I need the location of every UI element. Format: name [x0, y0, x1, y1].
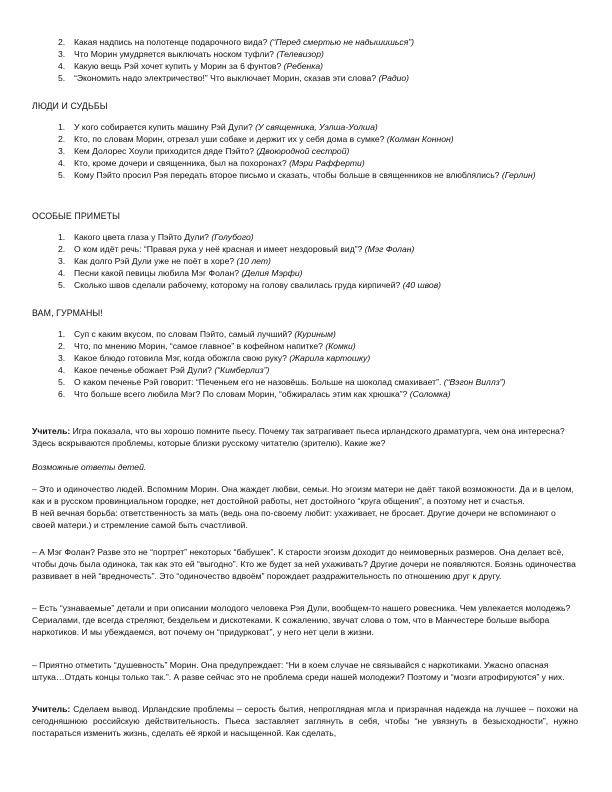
quiz-list-people — [50, 121, 570, 181]
list-item: 6. Что больше всего любила Мэг? По словам Морин, “обжиралась этим как хрюшка”? (Соломка) — [58, 389, 451, 399]
answer-paragraph-1: – Это и одиночество людей. Вспомним Морин. Она жаждет любви, семьи. Но эгоизм матери не даёт такой возможности. Да и в целом, как и в русском провинциальном городке, нет достойной работы, нет достойного “круга общения”, а поэтому нет и счастья. В ней вечная борьба: ответственность за мать (ведь она по-своему любит: ухаживает, не бросает. Другие дочери не вспоминают о своей матери.) и стремление самой быть счастливой. — [32, 484, 574, 530]
quiz-list-continued — [50, 36, 570, 84]
list-item: 5. Кому Пэйто просил Рэя передать второе письмо и сказать, чтобы больше в священников не влюблялись? (Герлин) — [58, 170, 536, 180]
answer-paragraph-2: – А Мэг Фолан? Разве это не “портрет” некоторых “бабушек”. К старости эгоизм доходит до неимоверных размеров. Она делает всё, чтобы дочь была одинока, так как это ей “выгодно”. Кто же будет за ней ухаживать? Другие дочери не появляются. Боязнь одиночества развивает в ней “вредночесть”. Это “одиночество вдвоём” порождает раздражительность по отношению друг к другу. — [32, 547, 576, 581]
list-item: 2. Кто, по словам Морин, отрезал уши собаке и держит их у себя дома в сумке? (Колман Коннон) — [58, 134, 454, 144]
list-item: 2. О ком идёт речь: “Правая рука у неё красная и имеет нездоровый вид”? (Мэг Фолан) — [58, 244, 415, 254]
list-item: 5. О каком печенье Рэй говорит: “Печеньем его не назовёшь. Больше на шоколад смахивает”. (“Вэгон Виллз”) — [58, 377, 506, 387]
list-item: 3. Что Морин умудряется выключать носком туфли? (Телевизор) — [58, 49, 324, 59]
section-heading-gourmets: ВАМ, ГУРМАНЫ! — [32, 308, 103, 318]
list-item: 1. У кого собирается купить машину Рэй Дули? (У священника, Уэлша-Уолша) — [58, 122, 378, 132]
quiz-list-gourmets — [50, 328, 570, 400]
list-item: 4. Песни какой певицы любила Мэг Фолан? (Делия Мэрфи) — [58, 268, 303, 278]
answer-paragraph-3: – Есть “узнаваемые” детали и при описании молодого человека Рэя Дули, вообщем-то нашего ровесника. Чем увлекается молодежь? Сериалами, где всегда стреляют, бездельем и дискотеками. К сожалению, звучат слова о том, что в Манчестере больше выбора наркотиков. И мы убеждаемся, вот почему он “придурковат”, у него нет цели в жизни. — [32, 603, 571, 637]
list-item: 5. “Экономить надо электричество!” Что выключает Морин, сказав эти слова? (Радио) — [58, 73, 410, 83]
list-item: 4. Какое печенье обожает Рэй Дули? (“Кимберлиз”) — [58, 365, 270, 375]
list-item: 3. Кем Долорес Хоули приходится дяде Пэйто? (Двоюродной сестрой) — [58, 146, 350, 156]
answers-label: Возможные ответы детей. — [32, 462, 147, 472]
speaker-label: Учитель: — [32, 426, 71, 436]
list-item: 4. Какую вещь Рэй хочет купить у Морин за 6 фунтов? (Ребенка) — [58, 61, 323, 71]
list-item: 2. Какая надпись на полотенце подарочного вида? (“Перед смертью не надышишься”) — [58, 37, 415, 47]
list-item: 2. Что, по мнению Морин, “самое главное” в кофейном напитке? (Комки) — [58, 341, 356, 351]
speaker-label: Учитель: — [32, 704, 71, 714]
list-item: 3. Как долго Рэй Дули уже не поёт в хоре? (10 лет) — [58, 256, 271, 266]
list-item: 3. Какое блюдо готовила Мэг, когда обожгла свою руку? (Жарила картошку) — [58, 353, 371, 363]
list-item: 1. Какого цвета глаза у Пэйто Дули? (Голубого) — [58, 232, 254, 242]
list-item: 1. Суп с каким вкусом, по словам Пэйто, самый лучший? (Куриным) — [58, 329, 336, 339]
teacher-paragraph-2: Учитель: Сделаем вывод. Ирландские проблемы – серость бытия, непроглядная мгла и призрачная надежда на лучшее – похожи на сегодняшнюю российскую действительность. Пьеса заставляет заглянуть в себя, чтобы “не увязнуть в безысходности”, нужно постараться изменить жизнь, сделать её яркой и насыщенной. Как сделать, — [32, 704, 578, 738]
list-item: 5. Сколько швов сделали рабочему, которому на голову свалилась груда кирпичей? (40 швов) — [58, 280, 442, 290]
quiz-list-features — [50, 231, 570, 291]
section-heading-people: ЛЮДИ И СУДЬБЫ — [32, 101, 108, 111]
answer-paragraph-4: – Приятно отметить “душевность” Морин. Она предупреждает: “Ни в коем случае не связывайся с наркотиками. Ужасно опасная штука…Отдать концы только так.”. А разве сейчас это не проблема среди нашей молодежи? Поэтому и “мозги атрофируются” у них. — [32, 660, 565, 682]
teacher-paragraph-1: Учитель: Игра показала, что вы хорошо помните пьесу. Почему так затрагивает пьеса ирландского драматурга, чем она интересна? Здесь вскрываются проблемы, которые близки русскому читателю (зрителю). Какие же? — [32, 426, 565, 448]
list-item: 4. Кто, кроме дочери и священника, был на похоронах? (Мэри Рафферти) — [58, 158, 365, 168]
section-heading-features: ОСОБЫЕ ПРИМЕТЫ — [32, 211, 120, 221]
